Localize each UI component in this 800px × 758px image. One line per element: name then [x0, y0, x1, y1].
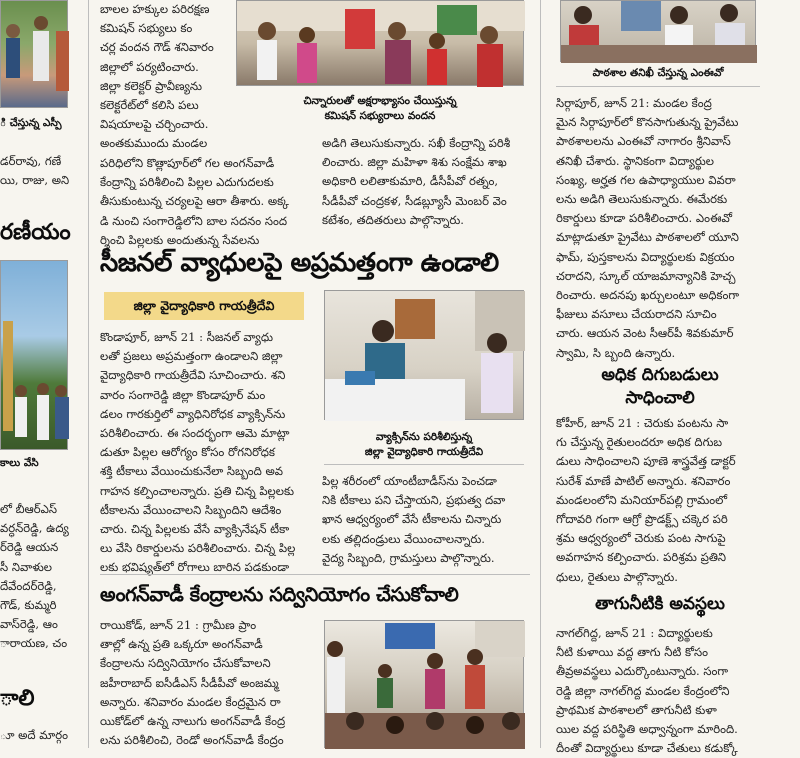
left-top-photo	[0, 0, 68, 108]
left-text-bottom: లో బీఆర్‌ఎస్ వర్ధన్‌రెడ్డి, ఉద్య ర్‌రెడ్డి ఆయన సీ నివాళుల దేవేందర్‌రెడ్డి, గౌడ్, కుమ్మరి వాస్‌రెడ్డి, ఆం ారాయణ, చం	[0, 502, 69, 651]
literacy-event-photo	[236, 0, 524, 86]
seasonal-headline: సీజనల్ వ్యాధులపై అప్రమత్తంగా ఉండాలి	[100, 248, 499, 278]
yield-headline: అధిక దిగుబడులు సాధించాలి	[601, 365, 719, 408]
anganwadi-text: రాయికోడ్, జూన్ 21 : గ్రామీణ ప్రాం తాల్లో ఉన్న ప్రతి ఒక్కరూ అంగన్‌వాడీ కేంద్రాలను సద్వినియోగం చేసుకోవాలని జహీరాబాద్ ఐసీడీఎస్ సీడీపీవో అంజమ్మ అన్నారు. శనివారం మండల కేంద్రమైన రా యికోడ్‌లో ఉన్న నాలుగు అంగన్‌వాడీ కేంద్ర లను పరిశీలించి, రెండో అంగన్‌వాడీ కేంద్రం	[100, 618, 286, 748]
left-heading-cut-2: ాలి	[0, 686, 35, 711]
drinking-water-headline: తాగునీటికి అవస్థలు	[595, 594, 725, 614]
meeting-crowd-image	[325, 621, 525, 749]
statue-image	[1, 261, 69, 451]
anganwadi-meeting-photo	[324, 620, 524, 748]
right-caption-rule	[556, 86, 760, 87]
children-women-image	[237, 1, 525, 87]
right-article-2-text: కోహీర్, జూన్ 21 : చెరుకు పంటను సా గు చేస్తున్న రైతులందరూ అధిక దిగుబ డులు సాధించాలని పూణె శాస్త్రవేత్త డాక్టర్ సురేశ్ మాణే పాటిల్ అన్నారు. శనివారం మండలంలోని మనియార్‌పల్లి గ్రామంలో గోదావరి గంగా ఆగ్రో ప్రొడక్ట్స్ చక్కెర పరి శ్రమ ఆధ్వర్యంలో చెరుకు పంట సాగుపై అవగాహన కల్పించారు. పరిశ్రమ ప్రతిని ధులు, రైతులు పాల్గొన్నారు.	[556, 416, 736, 584]
left-photo-caption-2: కాలు వేసి	[0, 457, 39, 469]
left-text-last: ూ అదే మార్గం	[0, 728, 69, 742]
people-image	[1, 1, 69, 109]
column-divider-right	[540, 0, 541, 748]
anganwadi-headline: అంగన్‌వాడీ కేంద్రాలను సద్వినియోగం చేసుకోవాలి	[100, 583, 459, 606]
right-article-3-text: నాగల్‌గిద్ద, జూన్ 21 : విద్యార్థులకు నీటి కుళాయి వద్ద తాగు నీటి కోసం తీవ్రఅవస్థలు ఎదుర్కొంటున్నారు. సంగా రెడ్డి జిల్లా నాగల్‌గిద్ద మండల కేంద్రంలోని ప్రాథమిక పాఠశాలలో తాగునీటి కుళా యిల వద్ద పరిస్థితి అధ్వాన్నంగా మారింది. దీంతో విద్యార్థులు కూడా చేతులు కడుక్కో	[556, 626, 738, 756]
caption-rule	[324, 464, 524, 465]
officer-at-desk-image	[325, 291, 525, 421]
literacy-photo-caption: చిన్నారులతో అక్షరాభ్యాసం చేయిస్తున్న కమిషన్ సభ్యురాలు వందన	[303, 95, 457, 122]
vaccine-inspection-photo	[324, 290, 524, 420]
vaccine-photo-caption: వ్యాక్సిన్‌ను పరిశీలిస్తున్న జిల్లా వైద్యాధికారి గాయత్రీదేవి	[364, 431, 484, 458]
mid-top-body-text: పరిధిలోని కొత్లాపూర్‌లో గల అంగన్‌వాడీ కేంద్రాన్ని పరిశీలించి పిల్లల ఎదుగుదలకు తీసుకుంటున్న చర్యలపై ఆరా తీశారు. అక్క డి నుంచి సంగారెడ్డిలోని బాల సదనం సంద ర్శించి పిల్లలకు అందుతున్న సేవలను	[100, 156, 289, 247]
meo-inspection-image	[561, 1, 757, 63]
left-mid-photo	[0, 260, 68, 450]
article-separator	[100, 574, 530, 575]
right-article-1-text: సిర్గాపూర్, జూన్ 21: మండల కేంద్ర మైన సిర్గాపూర్‌లో కొనసాగుతున్న ప్రైవేటు పాఠశాలలను ఎంఈవో నాగారం శ్రీనివాస్ తనిఖీ చేశారు. స్థానికంగా విద్యార్థుల సంఖ్య, అర్హత గల ఉపాధ్యాయుల వివరా లను అడిగి తెలుసుకున్నారు. ఈమేరకు రికార్డులు కూడా పరిశీలించారు. ఎంఈవో మాట్లాడుతూ ప్రైవేటు పాఠశాలలో యూని ఫామ్, పుస్తకాలను విద్యార్థులకు విక్రయం చరాదని, స్కూల్ యాజమాన్యానికి హెచ్చ రించారు. అదనపు ఖర్చులంటూ అధికంగా ఫీజులు వసూలు చేయరాదని సూచిం చారు. ఆయన వెంట సీఆర్‌పీ శివకుమార్ స్వామి, సి బ్బంది ఉన్నారు.	[556, 96, 740, 360]
school-inspection-photo	[560, 0, 756, 62]
seasonal-right-text: పిల్ల శరీరంలో యాంటీబాడీస్‌ను పెంచడా నికి టీకాలు పని చేస్తాయని, ప్రభుత్వ దవా ఖాన ఆధ్వర్యంలో వేసే టీకాలను చిన్నారు లకు తల్లిదండ్రులు వేయించాలన్నారు. వైద్య సిబ్బంది, గ్రామస్తులు పాల్గొన్నారు.	[322, 474, 506, 565]
left-photo-caption: ి చేస్తున్న ఎస్పీ	[0, 117, 62, 129]
seasonal-subhead: జిల్లా వైద్యాధికారి గాయత్రీదేవి	[104, 292, 304, 320]
left-heading-cut: రణీయం	[0, 220, 71, 245]
column-divider-left	[88, 0, 89, 748]
seasonal-left-text: కొండాపూర్, జూన్ 21 : సీజనల్ వ్యాధు లతో ప్రజలు అప్రమత్తంగా ఉండాలని జిల్లా వైద్యాధికారి గాయత్రీదేవి సూచించారు. శని వారం సంగారెడ్డి జిల్లా కొండాపూర్ మం డలం గారకుర్తిలో వ్యాధినిరోధక వ్యాక్సిన్‌ను పరిశీలించారు. ఈ సందర్భంగా ఆమె మాట్లా డుతూ పిల్లల ఆరోగ్యం కోసం రోగనిరోధక శక్తి టీకాలు వేయించుకునేలా సిబ్బంది అవ గాహన కల్పించాలన్నారు. ప్రతి చిన్న పిల్లలకు టీకాలను వేయించాలని సిబ్బందిని ఆదేశిం చారు. చిన్న పిల్లలకు వేసే వ్యాక్సినేషన్ టీకా లు వేసి రికార్డులను పరిశీలించారు. చిన్న పిల్ల లకు భవిష్యత్‌లో రోగాలు బారిన పడకుండా	[100, 330, 296, 575]
left-text-top: డర్‌రావు, గణే యి, రాజు, అని	[0, 154, 70, 188]
mid-top-right-text: అడిగి తెలుసుకున్నారు. సఖీ కేంద్రాన్ని పరిశీ లించారు. జిల్లా మహిళా శిశు సంక్షేమ శాఖ అధికారి లలితాకుమారి, డీసీపీవో రత్నం, సీడీపీవో చంద్రకళ, సీడబ్ల్యూసీ మెంబర్ వెం కటేశం, తదితరులు పాల్గొన్నారు.	[322, 136, 511, 227]
school-photo-caption: పాఠశాల తనిఖీ చేస్తున్న ఎంఈవో	[592, 67, 724, 79]
mid-top-left-text: బాలల హక్కుల పరిరక్షణ కమిషన్ సభ్యులు కం చర్ల వందన గౌడ్ శనివారం జిల్లాలో పర్యటించారు. జిల్లా కలెక్టర్ ప్రావీణ్యను కలెక్టరేట్‌లో కలిసి పలు విషయాలపై చర్చించారు. అంతకుముందు మండల	[100, 2, 214, 151]
